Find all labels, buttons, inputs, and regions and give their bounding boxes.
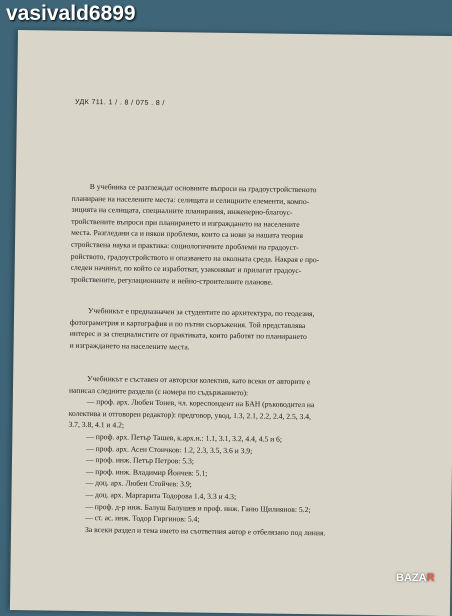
text-line: Учебникът е предназначен за студентите по архитектура, по геодезия, bbox=[88, 306, 315, 319]
text-line: и изграждането на населените места. bbox=[69, 340, 190, 352]
text-line: Учебникът е съставен от авторски колектив, като всеки от авторите е bbox=[87, 373, 311, 387]
text-line: интерес и за специалистите от практиката, които работят по планирането bbox=[69, 328, 307, 342]
text-line: ройството, градоустройството и опазването на околната среда. Накрая е про- bbox=[70, 251, 320, 264]
logo-mark: R bbox=[426, 572, 435, 584]
paragraph-authors bbox=[67, 373, 445, 541]
udk-code: УДК 711. 1 / . 8 / 075 . 8 / bbox=[74, 98, 165, 108]
text-line: зицията на селищата, специалните планирания, инженерно-благоус- bbox=[71, 204, 293, 218]
text-line: следен начинът, по който се изработват, узаконяват и прилагат градоус- bbox=[70, 262, 302, 276]
paragraph-audience bbox=[70, 305, 447, 357]
author-line: — проф. арх. Любен Тонев, чл. кореспондент на БАН (ръководител на bbox=[86, 397, 315, 410]
author-line: — проф. инж. Владимир Йончев: 5.1; bbox=[85, 466, 208, 478]
text-line: фотограметрия и картография и по пътни съоръжения. Той представлява bbox=[69, 317, 306, 330]
text-line: За всеки раздел и тема името на съответния автор е отбелязано под линия. bbox=[84, 524, 326, 538]
marketplace-logo bbox=[396, 572, 435, 584]
paragraph-description bbox=[70, 181, 447, 291]
logo-text: BAZA bbox=[396, 572, 427, 584]
text-line: тройствените, регулационните и нейно-строителните планове. bbox=[70, 274, 273, 287]
author-line: колектива и отговорен редактор): предговор, увод, 1.3, 2.1, 2.2, 2.4, 2.5, 3.4, bbox=[68, 408, 312, 421]
text-line: тройствените въпроси при планирането и изграждането на населените bbox=[71, 216, 300, 229]
author-line: 3.7, 3.8, 4.1 и 4.2; bbox=[68, 420, 125, 430]
book-page bbox=[10, 30, 452, 616]
author-line: — проф. д-р инж. Балуш Балушев и проф. инж. Ганю Щилиянов: 5.2; bbox=[85, 501, 311, 514]
author-line: — проф. арх. Петър Ташев, к.арх.н.: 1.1, 3.1, 3.2, 4.4, 4.5 и 6; bbox=[86, 431, 283, 444]
text-line: планиране на населените места: селищата и селищните елементи, компо- bbox=[71, 193, 310, 206]
author-line: — проф. арх. Асен Стоичков: 1.2, 2.3, 3.5, 3.6 и 3.9; bbox=[86, 443, 253, 455]
text-line: стройствена наука и практика: социологичните проблеми на градоуст- bbox=[70, 239, 299, 252]
author-line: — ст. ас. инж. Тодор Гиргинов: 5.4; bbox=[85, 513, 200, 524]
author-line: — доц. арх. Любен Стойчев: 3.9; bbox=[85, 478, 192, 489]
text-line: написал следните раздели (с номера по съдържанието): bbox=[68, 385, 249, 397]
author-line: — проф. инж. Петър Петров: 5.3; bbox=[85, 455, 194, 466]
text-line: места. Разгледани са и някои проблеми, които са нови за нашата теория bbox=[71, 228, 304, 241]
seller-watermark: vasivald6899 bbox=[6, 2, 136, 25]
author-line: — доц. арх. Маргарита Тодорова 1.4, 3.3 и 4.3; bbox=[85, 489, 237, 502]
text-line: В учебника се разглеждат основните въпроси на градоустройственото bbox=[89, 182, 317, 195]
